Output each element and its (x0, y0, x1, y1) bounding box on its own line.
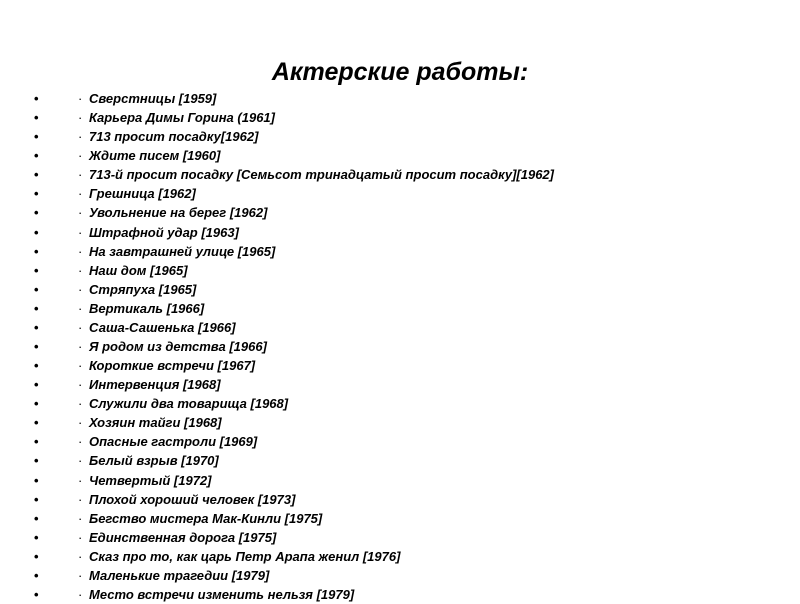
dot-icon: · (78, 224, 83, 240)
dot-icon: · (78, 186, 83, 202)
bullet-icon: • (34, 129, 39, 145)
film-title: Увольнение на берег [1962] (89, 205, 268, 221)
slide-title (0, 58, 800, 87)
bullet-icon: • (34, 186, 39, 202)
bullet-icon: • (34, 205, 39, 221)
bullet-icon: • (34, 339, 39, 355)
dot-icon: · (78, 110, 83, 126)
dot-icon: · (78, 491, 83, 507)
film-title: На завтрашней улице [1965] (89, 243, 276, 259)
film-title: Наш дом [1965] (89, 262, 188, 278)
film-title: Вертикаль [1966] (89, 300, 205, 316)
dot-icon: · (78, 415, 83, 431)
bullet-icon: • (34, 167, 39, 183)
dot-icon: · (78, 148, 83, 164)
film-title: Штрафной удар [1963] (89, 224, 239, 240)
bullet-icon: • (34, 529, 39, 545)
film-title: Ждите писем [1960] (89, 148, 221, 164)
slide-title-text: Актерские работы: (271, 58, 529, 86)
bullet-icon: • (34, 472, 39, 488)
dot-icon: · (78, 243, 83, 259)
film-title: 713-й просит посадку [Семьсот тринадцатый просит посадку][1962] (89, 167, 554, 183)
film-title: Короткие встречи [1967] (89, 358, 256, 374)
film-title: Единственная дорога [1975] (89, 529, 277, 545)
bullet-icon: • (34, 262, 39, 278)
dot-icon: · (78, 472, 83, 488)
film-title: Стряпуха [1965] (89, 281, 197, 297)
bullet-icon: • (34, 243, 39, 259)
bullet-icon: • (34, 510, 39, 526)
bullet-icon: • (34, 281, 39, 297)
bullet-icon: • (34, 358, 39, 374)
film-title: Белый взрыв [1970] (89, 453, 219, 469)
dot-icon: · (78, 453, 83, 469)
dot-icon: · (78, 434, 83, 450)
bullet-icon: • (34, 110, 39, 126)
film-title: Я родом из детства [1966] (89, 339, 267, 355)
film-title: Служили два товарища [1968] (89, 396, 289, 412)
dot-icon: · (78, 281, 83, 297)
bullet-icon: • (34, 396, 39, 412)
dot-icon: · (78, 548, 83, 564)
bullet-icon: • (34, 587, 39, 603)
dot-icon: · (78, 339, 83, 355)
bullet-icon: • (34, 319, 39, 335)
dot-icon: · (78, 300, 83, 316)
film-title: Бегство мистера Мак-Кинли [1975] (89, 510, 323, 526)
dot-icon: · (78, 587, 83, 603)
film-title: Место встречи изменить нельзя [1979] (89, 587, 355, 603)
film-title: Плохой хороший человек [1973] (89, 491, 296, 507)
film-title: Сверстницы [1959] (89, 91, 217, 106)
film-title: Грешница [1962] (89, 186, 196, 202)
dot-icon: · (78, 358, 83, 374)
bullet-icon: • (34, 377, 39, 393)
film-title: Саша-Сашенька [1966] (89, 319, 236, 335)
bullet-icon: • (34, 453, 39, 469)
bullet-icon: • (34, 434, 39, 450)
dot-icon: · (78, 262, 83, 278)
dot-icon: · (78, 510, 83, 526)
film-title: Маленькие трагедии [1979] (89, 567, 270, 583)
bullet-icon: • (34, 91, 39, 106)
film-title: Хозяин тайги [1968] (89, 415, 222, 431)
bullet-icon: • (34, 415, 39, 431)
film-title: Четвертый [1972] (89, 472, 212, 488)
dot-icon: · (78, 91, 83, 106)
film-title: Карьера Димы Горина (1961] (89, 110, 275, 126)
dot-icon: · (78, 319, 83, 335)
bullet-icon: • (34, 300, 39, 316)
bullet-icon: • (34, 148, 39, 164)
film-title: Опасные гастроли [1969] (89, 434, 258, 450)
dot-icon: · (78, 529, 83, 545)
dot-icon: · (78, 567, 83, 583)
film-title: Интервенция [1968] (89, 377, 221, 393)
dot-icon: · (78, 167, 83, 183)
dot-icon: · (78, 129, 83, 145)
dot-icon: · (78, 396, 83, 412)
dot-icon: · (78, 205, 83, 221)
bullet-icon: • (34, 548, 39, 564)
bullet-icon: • (34, 567, 39, 583)
film-title: Сказ про то, как царь Петр Арапа женил [1976] (89, 548, 401, 564)
bullet-icon: • (34, 491, 39, 507)
dot-icon: · (78, 377, 83, 393)
film-title: 713 просит посадку[1962] (89, 129, 259, 145)
bullet-icon: • (34, 224, 39, 240)
